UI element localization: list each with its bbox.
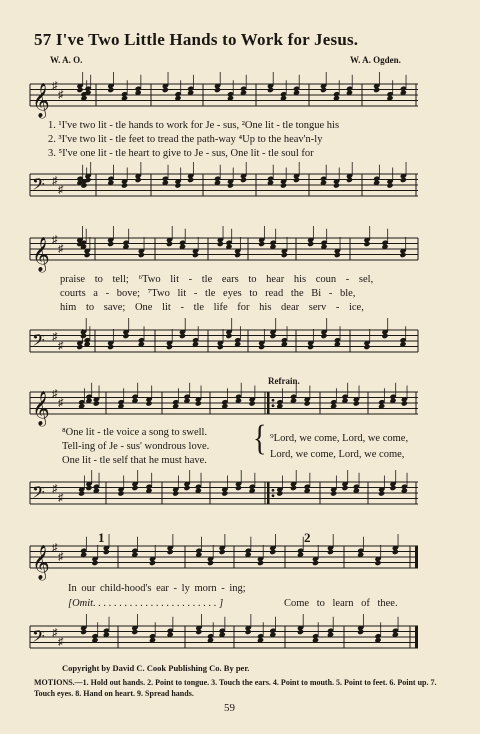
svg-text:♯: ♯ xyxy=(52,388,58,400)
svg-text:𝄞: 𝄞 xyxy=(32,237,50,272)
page-number: 59 xyxy=(224,702,235,714)
lyric-brace: { xyxy=(253,418,267,459)
system-2-verse-2: courts a - bove; ⁷Two lit - tle eyes to read the Bi - ble, xyxy=(60,288,356,299)
svg-text:𝄞: 𝄞 xyxy=(32,545,50,580)
svg-text:♯: ♯ xyxy=(58,636,64,648)
svg-text:♯: ♯ xyxy=(52,234,58,246)
svg-text:♯: ♯ xyxy=(58,397,64,409)
svg-text:𝄢: 𝄢 xyxy=(32,626,45,650)
svg-text:𝄢: 𝄢 xyxy=(32,482,45,506)
system-3-bass-staff xyxy=(0,470,480,520)
svg-text:♯: ♯ xyxy=(58,89,64,101)
svg-text:♯: ♯ xyxy=(58,184,64,196)
music-credit: W. A. Ogden. xyxy=(350,55,401,65)
svg-text:♯: ♯ xyxy=(52,175,58,187)
copyright-notice: Copyright by David C. Cook Publishing Co. By per. xyxy=(62,663,250,673)
hymn-title-line xyxy=(34,30,358,50)
system-1-verse-2: 2. ³I've two lit - tle feet to tread the path-way ⁴Up to the heav'n-ly xyxy=(48,134,323,145)
svg-text:𝄢: 𝄢 xyxy=(32,174,45,198)
system-4-omit: [Omit. . . . . . . . . . . . . . . . . . . . . . . . ] xyxy=(68,598,224,609)
svg-text:♯: ♯ xyxy=(58,340,64,352)
svg-text:𝄞: 𝄞 xyxy=(32,83,50,118)
svg-text:♯: ♯ xyxy=(58,243,64,255)
system-2-treble-staff xyxy=(0,226,480,276)
svg-text:♯: ♯ xyxy=(58,551,64,563)
svg-text:♯: ♯ xyxy=(52,627,58,639)
svg-text:♯: ♯ xyxy=(52,542,58,554)
system-4-line-1: In our child-hood's ear - ly morn - ing; xyxy=(68,583,246,594)
svg-text:♯: ♯ xyxy=(52,483,58,495)
hymn-number: 57 xyxy=(34,30,52,49)
system-3-verse-2: Tell-ing of Je - sus' wondrous love. xyxy=(62,441,210,452)
svg-text:𝄞: 𝄞 xyxy=(32,391,50,426)
system-2-verse-3: him to save; One lit - tle life for his dear serv - ice, xyxy=(60,302,364,313)
system-1-verse-3: 3. ⁵I've one lit - tle heart to give to Je - sus, One lit - tle soul for xyxy=(48,148,314,159)
ending-1-number: 1 xyxy=(98,530,105,545)
system-1-verse-1: 1. ¹I've two lit - tle hands to work for Je - sus, ²One lit - tle tongue his xyxy=(48,120,340,131)
system-4-bass-staff xyxy=(0,614,480,664)
ending-2-number: 2 xyxy=(304,530,311,545)
system-2-bass-staff xyxy=(0,318,480,368)
system-4-treble-staff xyxy=(0,534,480,584)
system-1-treble-staff xyxy=(0,72,480,122)
motions-instructions: MOTIONS.—1. Hold out hands. 2. Point to tongue. 3. Touch the ears. 4. Point to mouth. 5. Point to feet. 6. Point up. 7. Touch eyes. 8. Hand on heart. 9. Spread hands. xyxy=(34,678,437,698)
system-4-line-2-end: Come to learn of thee. xyxy=(284,598,398,609)
svg-text:♯: ♯ xyxy=(58,492,64,504)
system-3-verse-3: One lit - tle self that he must have. xyxy=(62,455,207,466)
system-3-verse-1: ⁸One lit - tle voice a song to swell. xyxy=(62,427,208,438)
system-2-verse-1: praise to tell; ⁶Two lit - tle ears to hear his coun - sel, xyxy=(60,274,374,285)
system-1-bass-staff xyxy=(0,162,480,212)
svg-text:♯: ♯ xyxy=(52,80,58,92)
svg-text:𝄢: 𝄢 xyxy=(32,330,45,354)
refrain-line-1: ⁹Lord, we come, Lord, we come, xyxy=(270,433,409,444)
words-credit: W. A. O. xyxy=(50,55,83,65)
system-3-treble-staff xyxy=(0,380,480,430)
svg-text:♯: ♯ xyxy=(52,331,58,343)
refrain-line-2: Lord, we come, Lord, we come, xyxy=(270,449,405,460)
refrain-label: Refrain. xyxy=(268,376,300,386)
hymn-title: I've Two Little Hands to Work for Jesus. xyxy=(55,30,359,49)
